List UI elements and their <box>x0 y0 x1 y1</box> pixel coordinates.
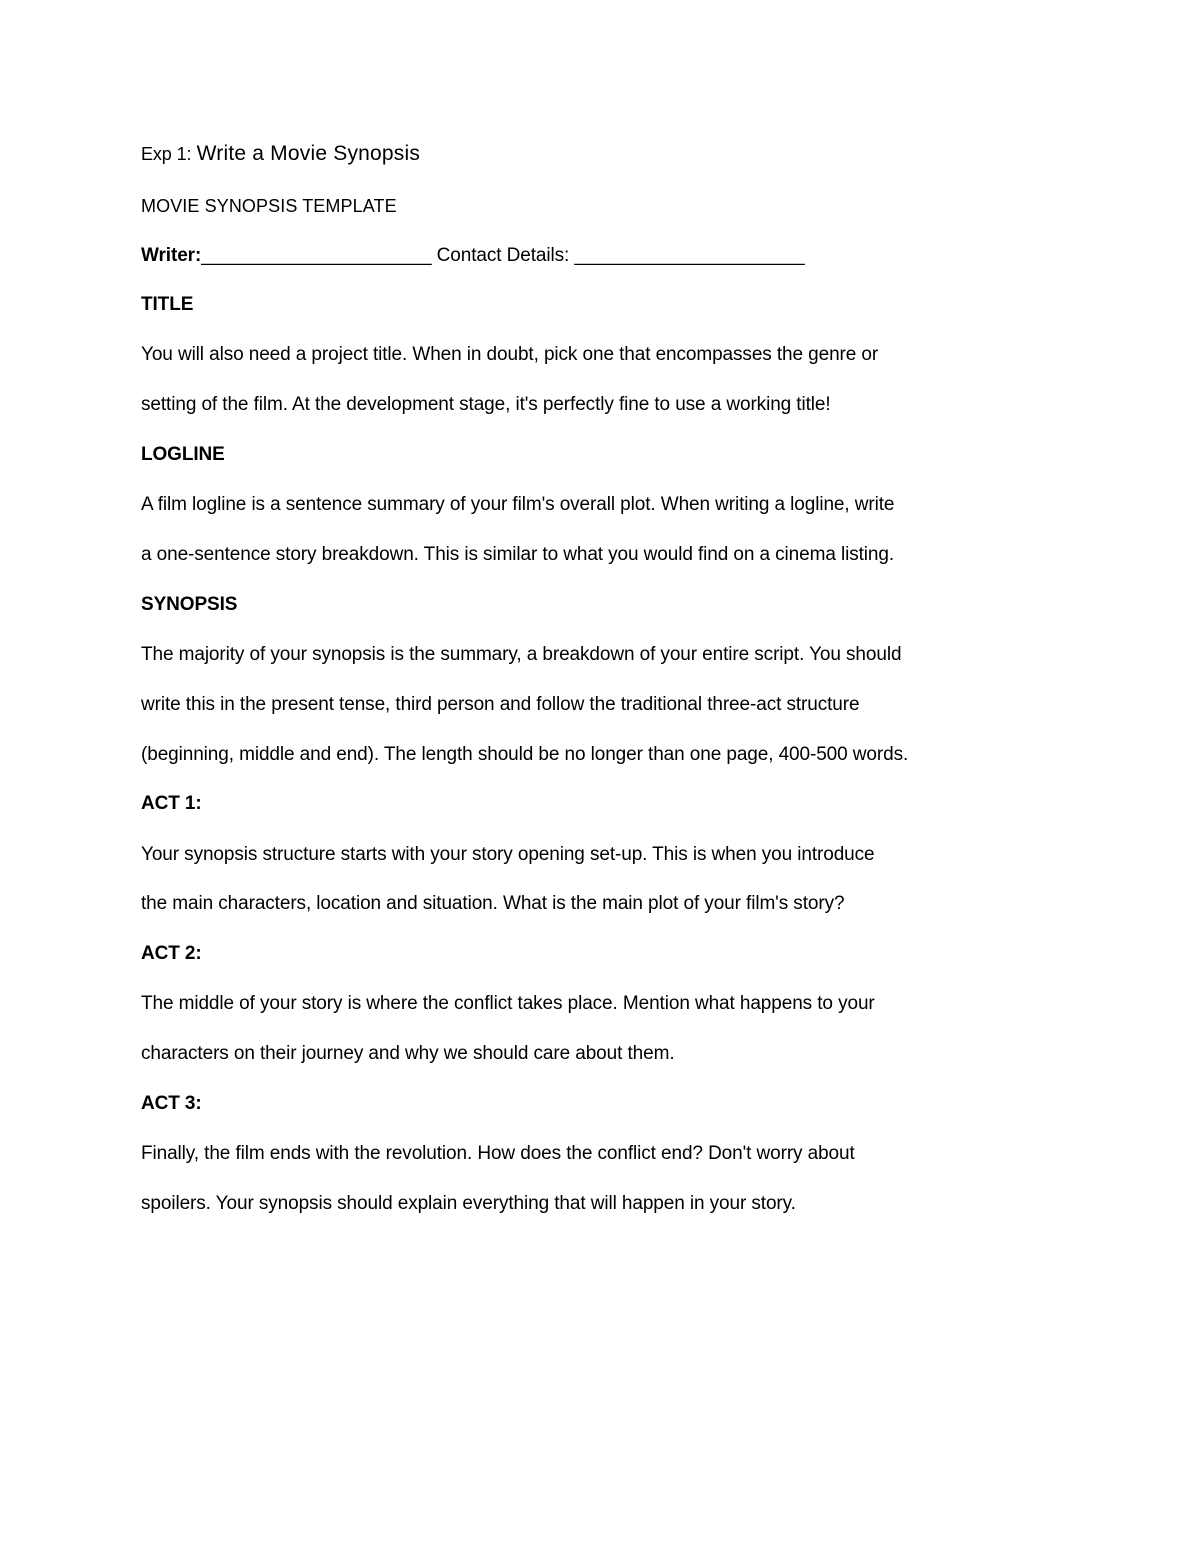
section-title-line: setting of the film. At the development stage, it's perfectly fine to use a working title! <box>141 394 831 415</box>
section-act-3-line: spoilers. Your synopsis should explain everything that will happen in your story. <box>141 1193 796 1214</box>
section-synopsis-line: The majority of your synopsis is the summary, a breakdown of your entire script. You should <box>141 644 902 665</box>
section-heading-logline: LOGLINE <box>141 444 225 465</box>
section-heading-act-2: ACT 2: <box>141 943 202 964</box>
section-act-2-line: characters on their journey and why we should care about them. <box>141 1043 675 1064</box>
writer-contact-row <box>141 244 805 268</box>
section-title-line: You will also need a project title. When in doubt, pick one that encompasses the genre or <box>141 344 879 365</box>
section-synopsis-line: write this in the present tense, third person and follow the traditional three-act structure <box>141 694 860 715</box>
section-heading-act-1: ACT 1: <box>141 793 202 814</box>
section-act-3-line: Finally, the film ends with the revolution. How does the conflict end? Don't worry about <box>141 1143 855 1164</box>
contact-label: Contact Details: <box>431 245 575 266</box>
section-logline-line: a one-sentence story breakdown. This is similar to what you would find on a cinema listing. <box>141 544 895 565</box>
section-synopsis-line: (beginning, middle and end). The length should be no longer than one page, 400-500 words. <box>141 744 909 765</box>
section-logline-line: A film logline is a sentence summary of your film's overall plot. When writing a logline, write <box>141 494 895 515</box>
contact-blank: ______________________ <box>574 245 805 266</box>
section-act-1-line: Your synopsis structure starts with your story opening set-up. This is when you introduce <box>141 844 875 865</box>
writer-label: Writer: <box>141 245 202 266</box>
section-act-1-line: the main characters, location and situation. What is the main plot of your film's story? <box>141 893 845 914</box>
title-main: Write a Movie Synopsis <box>196 142 421 165</box>
template-label: MOVIE SYNOPSIS TEMPLATE <box>141 196 397 216</box>
section-heading-act-3: ACT 3: <box>141 1093 202 1114</box>
section-heading-synopsis: SYNOPSIS <box>141 594 238 615</box>
document-title <box>141 142 420 167</box>
writer-blank: ______________________ <box>201 245 432 266</box>
section-heading-title: TITLE <box>141 294 194 315</box>
title-prefix: Exp 1: <box>141 144 192 164</box>
section-act-2-line: The middle of your story is where the conflict takes place. Mention what happens to your <box>141 993 875 1014</box>
